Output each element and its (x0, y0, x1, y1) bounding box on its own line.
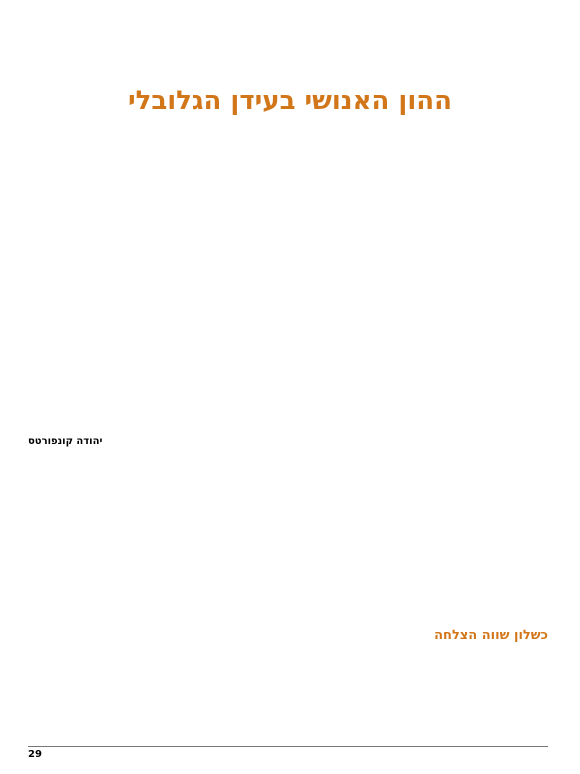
article-column-lower-right (298, 456, 548, 740)
article-column-upper-left (28, 128, 278, 433)
article-title: ההון האנושי בעידן הגלובלי (127, 86, 452, 116)
section-subheading: כשלון שווה הצלחה (434, 628, 548, 643)
page-number: 29 (28, 749, 42, 760)
author-byline: יהודה קונפורטס (28, 436, 103, 447)
article-column-upper-right (298, 128, 548, 420)
article-column-lower-left (28, 456, 278, 740)
footer-rule (28, 746, 548, 747)
footer-text (62, 749, 548, 761)
